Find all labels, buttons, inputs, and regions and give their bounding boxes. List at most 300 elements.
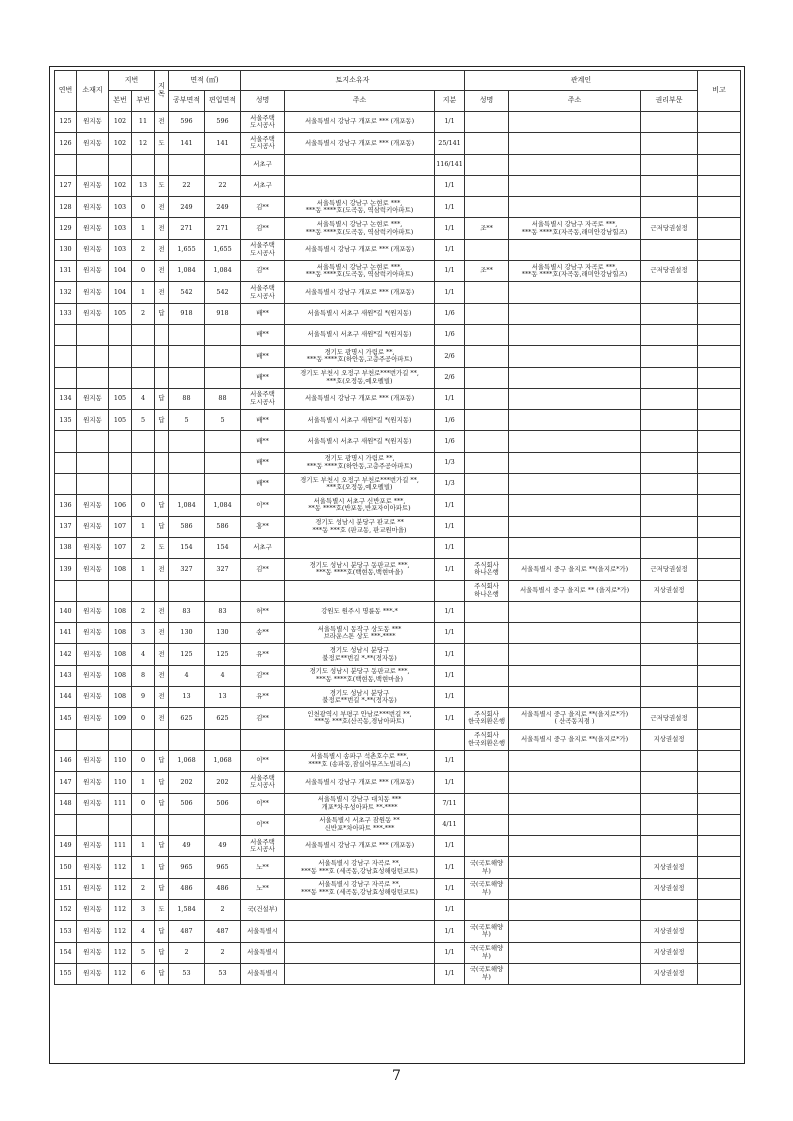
cell-lot-no: 125 — [55, 112, 77, 133]
table-row — [55, 367, 741, 388]
cell-owner-name: 배** — [241, 346, 285, 367]
cell-location: 원지동 — [77, 772, 109, 793]
cell-jibun-sub — [132, 324, 155, 345]
cell-stakeholder-name — [465, 793, 509, 814]
cell-jibun-sub: 2 — [132, 537, 155, 558]
cell-location: 원지동 — [77, 537, 109, 558]
cell-area-public: 2 — [169, 942, 205, 963]
cell-owner-address: 서울특별시 강남구 개포로 *** (개포동) — [285, 282, 435, 303]
cell-jibun-main — [109, 580, 132, 601]
cell-rights — [641, 282, 698, 303]
cell-remarks — [698, 495, 741, 516]
cell-rights — [641, 474, 698, 495]
cell-lot-no: 147 — [55, 772, 77, 793]
cell-jibun-sub: 3 — [132, 623, 155, 644]
cell-land-category: 도 — [155, 537, 169, 558]
cell-area-public: 1,084 — [169, 495, 205, 516]
cell-owner-address: 경기도 성남시 분당구 불정로**번길 *-**(정자동) — [285, 687, 435, 708]
cell-stakeholder-name: 국(국토해양부) — [465, 963, 509, 984]
cell-jibun-main: 112 — [109, 921, 132, 942]
cell-owner-address: 경기도 성남시 분당구 동판교로 ***, ***동 ****호(백현동,백현마을) — [285, 665, 435, 686]
cell-remarks — [698, 921, 741, 942]
table-row — [55, 687, 741, 708]
cell-remarks — [698, 388, 741, 409]
cell-area-incorp: 125 — [205, 644, 241, 665]
cell-stakeholder-address — [509, 963, 641, 984]
cell-remarks — [698, 452, 741, 473]
cell-stakeholder-address — [509, 750, 641, 771]
cell-location: 원지동 — [77, 388, 109, 409]
cell-share: 1/1 — [435, 708, 465, 729]
cell-owner-name: 김** — [241, 708, 285, 729]
cell-lot-no: 152 — [55, 899, 77, 920]
table-row — [55, 495, 741, 516]
header-lot-no: 연번 — [55, 71, 77, 112]
cell-stakeholder-name: 주식회사 하나은행 — [465, 559, 509, 580]
cell-share: 2/6 — [435, 346, 465, 367]
cell-owner-address: 경기도 성남시 분당구 동판교로 ***, ***동 ****호(백현동,백현마을) — [285, 559, 435, 580]
cell-stakeholder-address: 서울특별시 중구 을지로 **(을지로*가) — [509, 729, 641, 750]
cell-jibun-main: 107 — [109, 516, 132, 537]
cell-share: 1/1 — [435, 899, 465, 920]
table-row — [55, 665, 741, 686]
cell-location: 원지동 — [77, 963, 109, 984]
cell-share: 1/6 — [435, 303, 465, 324]
cell-location: 원지동 — [77, 601, 109, 622]
cell-share: 1/1 — [435, 963, 465, 984]
cell-jibun-main: 108 — [109, 601, 132, 622]
cell-jibun-sub — [132, 729, 155, 750]
cell-location: 원지동 — [77, 942, 109, 963]
cell-jibun-sub: 1 — [132, 836, 155, 857]
cell-jibun-main: 103 — [109, 197, 132, 218]
cell-area-public — [169, 431, 205, 452]
cell-owner-name: 노** — [241, 857, 285, 878]
cell-owner-address: 서울특별시 서초구 잠원동 ** 신반포*차아파트 ***-*** — [285, 814, 435, 835]
cell-jibun-main — [109, 474, 132, 495]
cell-stakeholder-address — [509, 537, 641, 558]
cell-rights — [641, 367, 698, 388]
cell-jibun-sub — [132, 814, 155, 835]
cell-owner-address: 경기도 부천시 오정구 부천로***번가길 **, ***호(오정동,예오펠빌) — [285, 367, 435, 388]
cell-stakeholder-address — [509, 282, 641, 303]
cell-stakeholder-name: 주식회사 한국외환은행 — [465, 708, 509, 729]
cell-area-public: 88 — [169, 388, 205, 409]
cell-owner-address: 서울특별시 강남구 논현로 ***, ***동 ****호(도곡동, 역삼럭키아파트) — [285, 218, 435, 239]
cell-owner-name: 서울주택 도시공사 — [241, 133, 285, 154]
cell-rights — [641, 814, 698, 835]
cell-stakeholder-name — [465, 452, 509, 473]
cell-area-public: 22 — [169, 175, 205, 196]
cell-location — [77, 452, 109, 473]
cell-location: 원지동 — [77, 899, 109, 920]
cell-lot-no: 128 — [55, 197, 77, 218]
cell-lot-no: 143 — [55, 665, 77, 686]
cell-area-incorp: 486 — [205, 878, 241, 899]
cell-location: 원지동 — [77, 623, 109, 644]
cell-location: 원지동 — [77, 495, 109, 516]
cell-stakeholder-address: 서울특별시 중구 을지로 **(을지로*가) ( 산곡동지점 ) — [509, 708, 641, 729]
cell-area-public — [169, 452, 205, 473]
cell-location — [77, 154, 109, 175]
cell-stakeholder-name — [465, 324, 509, 345]
cell-jibun-main: 112 — [109, 857, 132, 878]
cell-lot-no: 150 — [55, 857, 77, 878]
cell-land-category: 전 — [155, 112, 169, 133]
cell-share: 1/1 — [435, 261, 465, 282]
table-row — [55, 218, 741, 239]
cell-owner-address: 서울특별시 강남구 개포로 *** (개포동) — [285, 239, 435, 260]
cell-rights — [641, 154, 698, 175]
table-row — [55, 899, 741, 920]
cell-owner-name: 서울주택 도시공사 — [241, 112, 285, 133]
cell-stakeholder-address — [509, 942, 641, 963]
header-stakeholder-address: 주소 — [509, 91, 641, 112]
cell-owner-name: 김** — [241, 218, 285, 239]
cell-jibun-main: 111 — [109, 793, 132, 814]
cell-share: 116/141 — [435, 154, 465, 175]
cell-owner-name: 서울특별시 — [241, 963, 285, 984]
cell-area-public: 4 — [169, 665, 205, 686]
cell-area-incorp: 1,068 — [205, 750, 241, 771]
cell-remarks — [698, 112, 741, 133]
cell-rights — [641, 239, 698, 260]
cell-location — [77, 729, 109, 750]
cell-owner-address: 서울특별시 강남구 개포로 *** (개포동) — [285, 112, 435, 133]
table-row — [55, 750, 741, 771]
cell-owner-address — [285, 963, 435, 984]
cell-land-category: 답 — [155, 516, 169, 537]
cell-lot-no: 155 — [55, 963, 77, 984]
cell-area-public: 125 — [169, 644, 205, 665]
cell-owner-name: 서울특별시 — [241, 942, 285, 963]
table-row — [55, 431, 741, 452]
cell-jibun-main: 112 — [109, 942, 132, 963]
cell-land-category: 전 — [155, 239, 169, 260]
cell-area-incorp: 83 — [205, 601, 241, 622]
cell-remarks — [698, 708, 741, 729]
table-row — [55, 857, 741, 878]
cell-area-incorp: 202 — [205, 772, 241, 793]
cell-owner-name: 유** — [241, 644, 285, 665]
cell-lot-no: 126 — [55, 133, 77, 154]
cell-area-public: 596 — [169, 112, 205, 133]
cell-lot-no: 132 — [55, 282, 77, 303]
cell-lot-no: 154 — [55, 942, 77, 963]
header-stakeholder: 관계인 — [465, 71, 698, 91]
cell-area-incorp — [205, 814, 241, 835]
cell-rights — [641, 601, 698, 622]
cell-stakeholder-address — [509, 367, 641, 388]
cell-owner-name: 김** — [241, 559, 285, 580]
cell-owner-address: 서울특별시 송파구 석촌호수로 ***, ****호 (송파동,잠실어뮤즈노빌리스) — [285, 750, 435, 771]
cell-jibun-sub: 0 — [132, 708, 155, 729]
cell-jibun-main: 105 — [109, 410, 132, 431]
cell-stakeholder-address — [509, 346, 641, 367]
header-area-incorp: 편입면적 — [205, 91, 241, 112]
cell-owner-address: 서울특별시 강남구 개포로 *** (개포동) — [285, 772, 435, 793]
cell-location: 원지동 — [77, 708, 109, 729]
cell-area-incorp: 22 — [205, 175, 241, 196]
cell-area-incorp: 1,084 — [205, 261, 241, 282]
table-row — [55, 410, 741, 431]
cell-share: 1/1 — [435, 282, 465, 303]
cell-owner-name: 배** — [241, 410, 285, 431]
cell-owner-address: 서울특별시 강남구 개포로 *** (개포동) — [285, 133, 435, 154]
cell-owner-name: 배** — [241, 431, 285, 452]
cell-owner-name: 노** — [241, 878, 285, 899]
cell-stakeholder-address — [509, 516, 641, 537]
cell-lot-no: 134 — [55, 388, 77, 409]
cell-remarks — [698, 474, 741, 495]
cell-jibun-main: 110 — [109, 772, 132, 793]
table-row — [55, 175, 741, 196]
table-row — [55, 303, 741, 324]
cell-land-category: 전 — [155, 644, 169, 665]
cell-land-category: 전 — [155, 261, 169, 282]
cell-rights — [641, 623, 698, 644]
cell-jibun-sub: 2 — [132, 303, 155, 324]
cell-location: 원지동 — [77, 303, 109, 324]
cell-area-incorp: 487 — [205, 921, 241, 942]
cell-jibun-sub: 1 — [132, 857, 155, 878]
cell-stakeholder-name — [465, 687, 509, 708]
cell-jibun-sub: 11 — [132, 112, 155, 133]
cell-lot-no: 149 — [55, 836, 77, 857]
cell-share: 1/6 — [435, 324, 465, 345]
cell-jibun-main: 102 — [109, 112, 132, 133]
cell-remarks — [698, 559, 741, 580]
cell-remarks — [698, 729, 741, 750]
cell-location: 원지동 — [77, 261, 109, 282]
cell-lot-no: 151 — [55, 878, 77, 899]
cell-owner-address — [285, 154, 435, 175]
cell-share: 2/6 — [435, 367, 465, 388]
cell-remarks — [698, 175, 741, 196]
cell-area-incorp: 542 — [205, 282, 241, 303]
cell-stakeholder-name: 국(국토해양부) — [465, 857, 509, 878]
cell-land-category: 전 — [155, 282, 169, 303]
cell-area-public — [169, 729, 205, 750]
cell-share: 1/1 — [435, 878, 465, 899]
cell-jibun-main: 108 — [109, 623, 132, 644]
cell-share: 1/1 — [435, 218, 465, 239]
cell-location — [77, 580, 109, 601]
cell-jibun-sub: 3 — [132, 899, 155, 920]
cell-area-incorp: 1,084 — [205, 495, 241, 516]
cell-share: 1/1 — [435, 197, 465, 218]
cell-stakeholder-name — [465, 601, 509, 622]
cell-rights — [641, 537, 698, 558]
cell-stakeholder-address — [509, 687, 641, 708]
cell-area-public — [169, 580, 205, 601]
cell-share: 1/1 — [435, 388, 465, 409]
cell-land-category — [155, 474, 169, 495]
cell-area-incorp: 141 — [205, 133, 241, 154]
cell-owner-address — [285, 942, 435, 963]
cell-rights — [641, 197, 698, 218]
cell-lot-no — [55, 452, 77, 473]
cell-share: 1/1 — [435, 559, 465, 580]
table-row — [55, 963, 741, 984]
cell-share: 7/11 — [435, 793, 465, 814]
cell-area-incorp: 88 — [205, 388, 241, 409]
cell-remarks — [698, 793, 741, 814]
cell-owner-address: 서울특별시 서초구 새원*길 *(원지동) — [285, 410, 435, 431]
cell-owner-address: 서울특별시 강남구 대치동 *** 개포*차우성아파트 **-**** — [285, 793, 435, 814]
cell-area-public: 327 — [169, 559, 205, 580]
cell-rights — [641, 324, 698, 345]
cell-jibun-sub: 9 — [132, 687, 155, 708]
cell-land-category: 답 — [155, 495, 169, 516]
cell-owner-name: 배** — [241, 474, 285, 495]
cell-remarks — [698, 516, 741, 537]
cell-jibun-sub: 13 — [132, 175, 155, 196]
cell-jibun-main — [109, 729, 132, 750]
cell-location: 원지동 — [77, 282, 109, 303]
cell-owner-address: 서울특별시 동작구 상도동 *** 브라운스톤 상도 ***-**** — [285, 623, 435, 644]
cell-owner-address — [285, 580, 435, 601]
cell-area-incorp: 49 — [205, 836, 241, 857]
cell-land-category: 답 — [155, 793, 169, 814]
cell-stakeholder-name: 주식회사 하나은행 — [465, 580, 509, 601]
cell-rights: 지상권설정 — [641, 878, 698, 899]
cell-stakeholder-address — [509, 495, 641, 516]
cell-lot-no: 127 — [55, 175, 77, 196]
cell-owner-address: 인천광역시 부평구 안남로***번길 **, ***동 ***호(산곡동,경남아파트) — [285, 708, 435, 729]
cell-lot-no: 129 — [55, 218, 77, 239]
table-row — [55, 559, 741, 580]
cell-land-category: 답 — [155, 388, 169, 409]
table-row — [55, 623, 741, 644]
cell-rights — [641, 112, 698, 133]
cell-owner-address: 경기도 광명시 가림로 **, ***동 ****호(하안동,고층주공아파트) — [285, 452, 435, 473]
cell-lot-no: 153 — [55, 921, 77, 942]
cell-area-public: 141 — [169, 133, 205, 154]
cell-rights — [641, 644, 698, 665]
cell-stakeholder-name — [465, 197, 509, 218]
cell-lot-no — [55, 814, 77, 835]
cell-lot-no: 137 — [55, 516, 77, 537]
cell-share: 1/1 — [435, 495, 465, 516]
cell-location — [77, 324, 109, 345]
table-row — [55, 921, 741, 942]
cell-jibun-main — [109, 814, 132, 835]
cell-owner-address: 서울특별시 강남구 논현로 ***, ***동 ****호(도곡동, 역삼럭키아파트) — [285, 261, 435, 282]
cell-lot-no: 144 — [55, 687, 77, 708]
cell-area-incorp: 625 — [205, 708, 241, 729]
cell-land-category: 답 — [155, 750, 169, 771]
cell-remarks — [698, 324, 741, 345]
table-row — [55, 346, 741, 367]
cell-jibun-main: 108 — [109, 644, 132, 665]
cell-share: 1/6 — [435, 431, 465, 452]
cell-area-public: 586 — [169, 516, 205, 537]
cell-share: 1/1 — [435, 601, 465, 622]
cell-remarks — [698, 772, 741, 793]
cell-location: 원지동 — [77, 218, 109, 239]
cell-owner-name — [241, 580, 285, 601]
cell-area-public — [169, 324, 205, 345]
cell-jibun-sub: 6 — [132, 963, 155, 984]
cell-remarks — [698, 154, 741, 175]
cell-rights: 지상권설정 — [641, 963, 698, 984]
cell-owner-name: 서울주택 도시공사 — [241, 239, 285, 260]
cell-lot-no: 130 — [55, 239, 77, 260]
cell-jibun-sub — [132, 367, 155, 388]
cell-land-category — [155, 346, 169, 367]
cell-lot-no: 146 — [55, 750, 77, 771]
header-share: 지분 — [435, 91, 465, 112]
cell-share: 25/141 — [435, 133, 465, 154]
cell-jibun-sub: 12 — [132, 133, 155, 154]
cell-lot-no: 131 — [55, 261, 77, 282]
cell-land-category — [155, 431, 169, 452]
cell-stakeholder-address — [509, 175, 641, 196]
cell-remarks — [698, 346, 741, 367]
cell-owner-name: 이** — [241, 495, 285, 516]
cell-land-category — [155, 324, 169, 345]
cell-stakeholder-name — [465, 537, 509, 558]
cell-jibun-main — [109, 154, 132, 175]
cell-area-public — [169, 346, 205, 367]
cell-jibun-sub — [132, 474, 155, 495]
cell-stakeholder-address — [509, 793, 641, 814]
cell-owner-name: 허** — [241, 601, 285, 622]
cell-area-public: 13 — [169, 687, 205, 708]
cell-rights — [641, 836, 698, 857]
table-row — [55, 261, 741, 282]
cell-location: 원지동 — [77, 793, 109, 814]
cell-stakeholder-name — [465, 303, 509, 324]
cell-rights — [641, 750, 698, 771]
cell-share: 1/1 — [435, 942, 465, 963]
cell-stakeholder-name — [465, 814, 509, 835]
cell-share: 1/1 — [435, 665, 465, 686]
cell-remarks — [698, 197, 741, 218]
cell-land-category: 답 — [155, 836, 169, 857]
cell-owner-address — [285, 729, 435, 750]
table-row — [55, 729, 741, 750]
cell-area-public — [169, 367, 205, 388]
cell-location: 원지동 — [77, 836, 109, 857]
cell-area-public: 1,068 — [169, 750, 205, 771]
cell-stakeholder-address — [509, 239, 641, 260]
cell-owner-name: 홍** — [241, 516, 285, 537]
cell-stakeholder-address — [509, 474, 641, 495]
cell-area-public: 506 — [169, 793, 205, 814]
cell-lot-no — [55, 154, 77, 175]
cell-rights — [641, 899, 698, 920]
cell-stakeholder-name — [465, 410, 509, 431]
cell-rights — [641, 388, 698, 409]
cell-jibun-main: 104 — [109, 282, 132, 303]
cell-location: 원지동 — [77, 197, 109, 218]
table-row — [55, 644, 741, 665]
header-rights: 권리부문 — [641, 91, 698, 112]
cell-land-category: 답 — [155, 303, 169, 324]
cell-jibun-main: 112 — [109, 899, 132, 920]
cell-area-incorp: 53 — [205, 963, 241, 984]
table-row — [55, 324, 741, 345]
cell-land-category: 답 — [155, 921, 169, 942]
cell-rights — [641, 346, 698, 367]
cell-owner-address: 경기도 성남시 분당구 불정로**번길 *-**(정자동) — [285, 644, 435, 665]
cell-jibun-sub: 1 — [132, 282, 155, 303]
cell-location — [77, 814, 109, 835]
cell-stakeholder-name — [465, 367, 509, 388]
cell-owner-name: 이** — [241, 750, 285, 771]
